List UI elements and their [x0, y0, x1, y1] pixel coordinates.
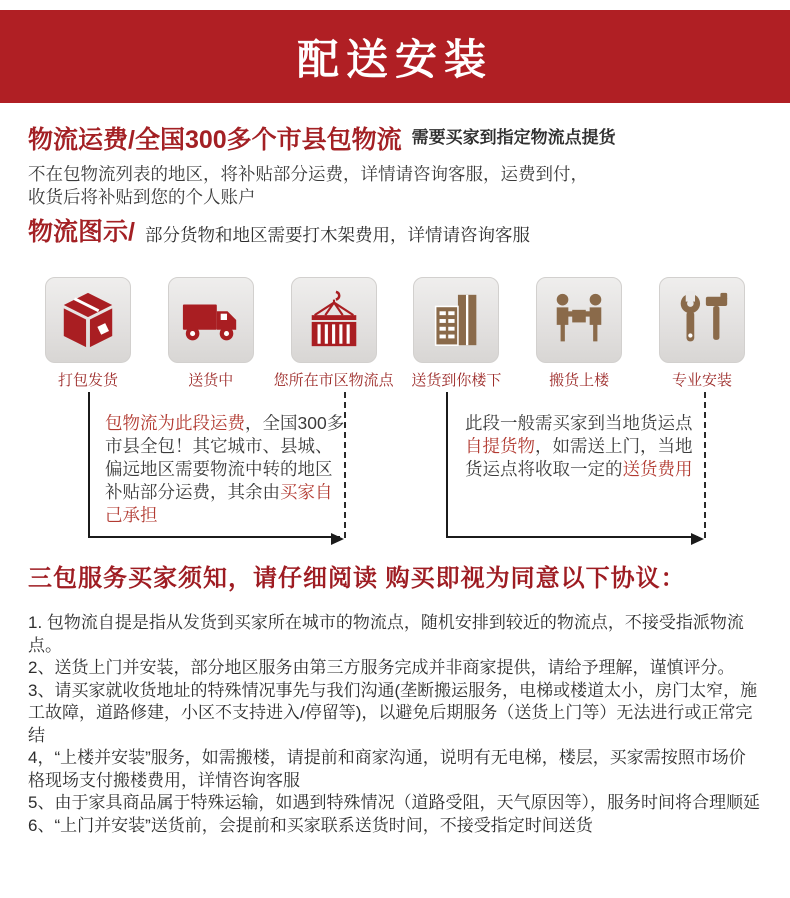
icon-tile	[659, 277, 745, 363]
callout-segment: 此段一般需买家到当地货运点	[465, 413, 693, 433]
section-banner	[0, 10, 790, 103]
step-professional-install	[642, 277, 762, 390]
logistics-steps-row	[28, 277, 762, 390]
step-label: 专业安装	[671, 372, 732, 389]
icon-tile	[45, 277, 131, 363]
terms-heading: 三包服务买家须知，请仔细阅读 购买即视为同意以下协议：	[28, 565, 686, 592]
icon-tile	[536, 277, 622, 363]
step-label: 送货到你楼下	[411, 372, 502, 389]
diagram-heading-row	[28, 217, 762, 247]
step-label: 搬货上楼	[549, 372, 610, 389]
delivery-install-page	[0, 10, 790, 898]
shipping-body-line: 不在包物流列表的地区，将补贴部分运费，详情请咨询客服，运费到付，	[28, 164, 588, 184]
shipping-body	[28, 163, 762, 209]
diagram-heading: 物流图示/	[28, 218, 135, 246]
step-label: 打包发货	[57, 372, 118, 389]
left-arrowhead	[331, 533, 344, 545]
right-arrowhead	[691, 533, 704, 545]
terms-list	[28, 612, 762, 837]
icon-tile	[413, 277, 499, 363]
step-label: 送货中	[188, 372, 234, 389]
step-city-logistics-point	[274, 277, 394, 390]
shipping-body-line: 收货后将补贴到您的个人账户	[28, 187, 256, 207]
terms-item-3: 3、请买家就收货地址的特殊情况事先与我们沟通(垄断搬运服务，电梯或楼道太小，房门太窄，施工故障，道路修建，小区不支持进入/停留等)，以避免后期服务（送货上门等）无法进行或正常完结	[28, 680, 758, 745]
shipping-heading-row	[28, 125, 762, 155]
tools-icon	[671, 289, 733, 351]
annotation-diagram	[28, 392, 762, 544]
buildings-icon	[425, 289, 487, 351]
terms-item-1: 1. 包物流自提是指从发货到买家所在城市的物流点，随机安排到较近的物流点，不接受指派物流点。	[28, 613, 744, 655]
icon-tile	[291, 277, 377, 363]
callout-segment: 送货费用	[622, 459, 693, 479]
shipping-heading-note: 需要买家到指定物流点提货	[411, 128, 616, 147]
left-callout-text	[105, 412, 347, 527]
diagram-heading-note: 部分货物和地区需要打木架费用，详情请咨询客服	[144, 225, 530, 245]
callout-segment: 买家自己承担	[105, 482, 333, 525]
package-icon	[57, 289, 119, 351]
step-pack-ship	[28, 277, 148, 390]
callout-segment: ，全国300多市县全包！其它城市、县城、偏远地区需要物流中转的地区补贴部分运费，其余由	[105, 413, 345, 502]
terms-item-4: 4，“上楼并安装”服务，如需搬楼，请提前和商家沟通，说明有无电梯，楼层，买家需按照市场价格现场支付搬楼费用，详情咨询客服	[28, 748, 746, 790]
step-carry-upstairs	[519, 277, 639, 390]
shipping-heading: 物流运费/全国300多个市县包物流	[28, 126, 402, 154]
icon-tile	[168, 277, 254, 363]
truck-icon	[180, 289, 242, 351]
callout-segment: 自提货物	[465, 436, 535, 456]
step-deliver-downstairs	[396, 277, 516, 390]
content-area	[0, 125, 790, 837]
step-in-delivery	[151, 277, 271, 390]
terms-item-5: 5、由于家具商品属于特殊运输，如遇到特殊情况（道路受阻，天气原因等），服务时间将合理顺延	[28, 793, 760, 812]
callout-segment: 包物流为此段运费	[105, 413, 245, 433]
terms-item-2: 2、送货上门并安装，部分地区服务由第三方服务完成并非商家提供，请给予理解，谨慎评分。	[28, 658, 735, 677]
right-callout-text	[465, 412, 709, 481]
banner-title: 配送安装	[296, 35, 493, 83]
container-icon	[303, 289, 365, 351]
step-label: 您所在市区物流点	[273, 372, 394, 389]
terms-item-6: 6、“上门并安装”送货前，会提前和买家联系送货时间，不接受指定时间送货	[28, 815, 593, 835]
callout-segment: ，如需送上门，当地货运点将收取一定的	[465, 436, 693, 479]
carry-box-icon	[548, 289, 610, 351]
